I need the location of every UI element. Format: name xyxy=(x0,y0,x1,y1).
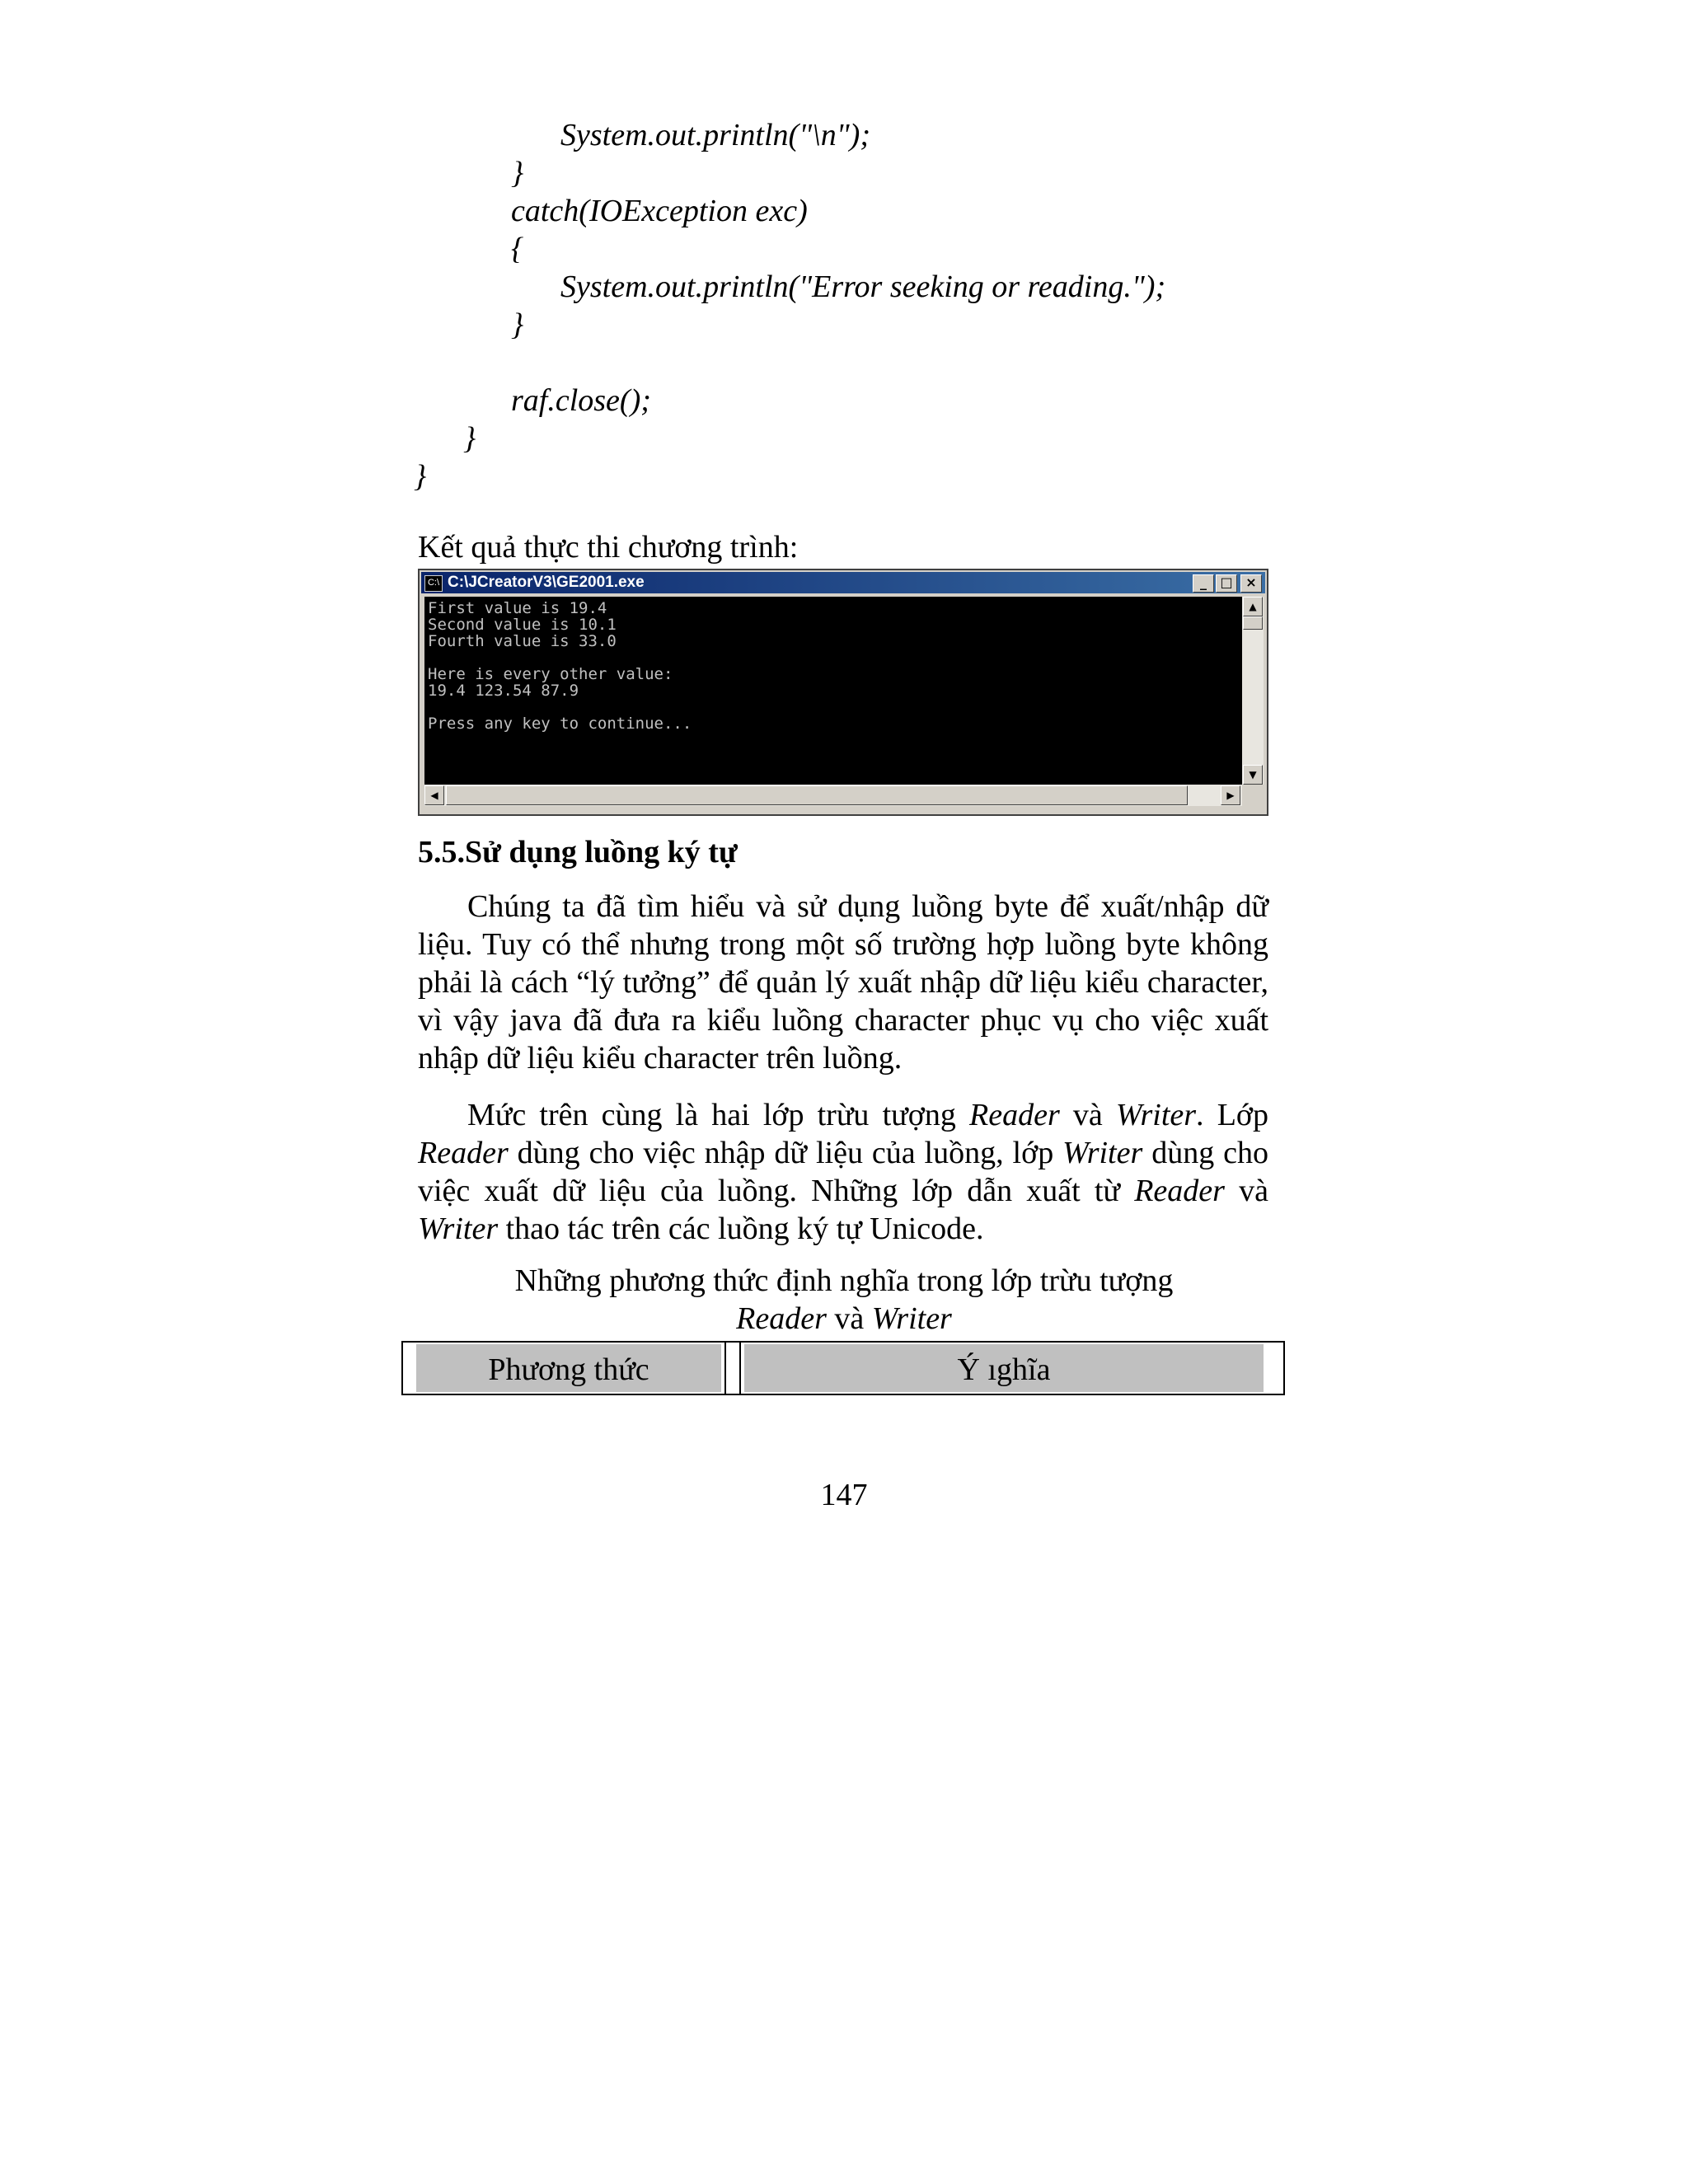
p2-reader: Reader xyxy=(969,1098,1060,1132)
column-separator xyxy=(724,1343,741,1394)
caption-reader: Reader xyxy=(736,1301,827,1336)
methods-table-header xyxy=(401,1341,1285,1395)
p2-text-2: . Lớp xyxy=(1196,1098,1269,1132)
p2-and-1: và xyxy=(1059,1098,1116,1132)
close-icon[interactable]: × xyxy=(1240,574,1262,593)
scroll-down-icon[interactable]: ▼ xyxy=(1243,765,1263,785)
p2-and-2: và xyxy=(1224,1174,1269,1208)
table-caption-line-2 xyxy=(0,1300,1688,1338)
console-line-2: Second value is 10.1 xyxy=(428,616,617,634)
vertical-scrollbar[interactable] xyxy=(1242,597,1264,785)
table-header-method: Phương thức xyxy=(416,1344,721,1392)
p2-text-3: dùng cho việc nhập dữ liệu của luồng, lớp xyxy=(508,1136,1063,1170)
table-caption-line-1: Những phương thức định nghĩa trong lớp trừu tượng xyxy=(514,1263,1174,1298)
p2-reader-2: Reader xyxy=(418,1136,509,1170)
scroll-left-icon[interactable]: ◀ xyxy=(424,785,444,805)
p2-reader-3: Reader xyxy=(1134,1174,1225,1208)
paragraph-1: Chúng ta đã tìm hiểu và sử dụng luồng byte để xuất/nhập dữ liệu. Tuy có thể nhưng trong một số trường hợp luồng byte không phải là cách “lý tưởng” để quản lý xuất nhập dữ liệu kiểu character, vì vậy java đã đưa ra kiểu luồng character phục vụ cho việc xuất nhập dữ liệu kiểu character trên luồng. xyxy=(418,889,1268,1076)
console-line-3: Fourth value is 33.0 xyxy=(428,632,617,650)
code-line-1: System.out.println("\n"); xyxy=(560,118,870,152)
minimize-icon[interactable]: _ xyxy=(1193,574,1214,593)
console-app-icon: C:\ xyxy=(424,575,443,592)
p2-writer-3: Writer xyxy=(418,1212,499,1246)
console-line-4 xyxy=(428,649,1239,666)
code-line-7: raf.close(); xyxy=(511,383,651,418)
code-line-8: } xyxy=(463,421,476,456)
p2-writer-2: Writer xyxy=(1062,1136,1143,1170)
p2-text-5: thao tác trên các luồng ký tự Unicode. xyxy=(498,1212,984,1246)
console-line-7 xyxy=(428,699,1239,715)
p2-text-1: Mức trên cùng là hai lớp trừu tượng xyxy=(467,1098,969,1132)
code-line-4: { xyxy=(511,232,524,266)
code-line-5: System.out.println("Error seeking or reading."); xyxy=(560,269,1166,304)
horizontal-scroll-thumb[interactable] xyxy=(446,785,1188,805)
console-title-bar xyxy=(421,572,1265,593)
vertical-scroll-thumb[interactable] xyxy=(1243,616,1263,630)
p2-text-4: dùng cho việc xuất dữ liệu của luồng. Những lớp dẫn xuất từ xyxy=(418,1136,1269,1208)
caption-and: và xyxy=(826,1301,872,1336)
p2-writer: Writer xyxy=(1115,1098,1197,1132)
horizontal-scrollbar[interactable] xyxy=(424,785,1242,806)
console-line-8: Press any key to continue... xyxy=(428,715,692,733)
console-output xyxy=(424,597,1242,785)
page-number: 147 xyxy=(820,1478,868,1512)
scroll-up-icon[interactable]: ▲ xyxy=(1243,597,1263,616)
scroll-right-icon[interactable]: ▶ xyxy=(1221,785,1240,805)
caption-writer: Writer xyxy=(871,1301,952,1336)
code-line-9: } xyxy=(414,459,427,494)
console-window xyxy=(418,569,1268,816)
console-line-5: Here is every other value: xyxy=(428,665,673,683)
console-line-6: 19.4 123.54 87.9 xyxy=(428,682,579,700)
console-title: C:\JCreatorV3\GE2001.exe xyxy=(448,574,645,591)
result-label: Kết quả thực thi chương trình: xyxy=(418,530,799,565)
table-header-meaning: Ý ıghĩa xyxy=(744,1344,1264,1392)
section-heading: 5.5.Sử dụng luồng ký tự xyxy=(418,835,738,869)
console-line-1: First value is 19.4 xyxy=(428,599,607,617)
maximize-icon[interactable]: □ xyxy=(1216,574,1237,593)
code-line-2: } xyxy=(511,156,524,190)
code-line-3: catch(IOException exc) xyxy=(511,194,808,228)
paragraph-2 xyxy=(418,1096,1268,1248)
code-line-6: } xyxy=(511,307,524,342)
